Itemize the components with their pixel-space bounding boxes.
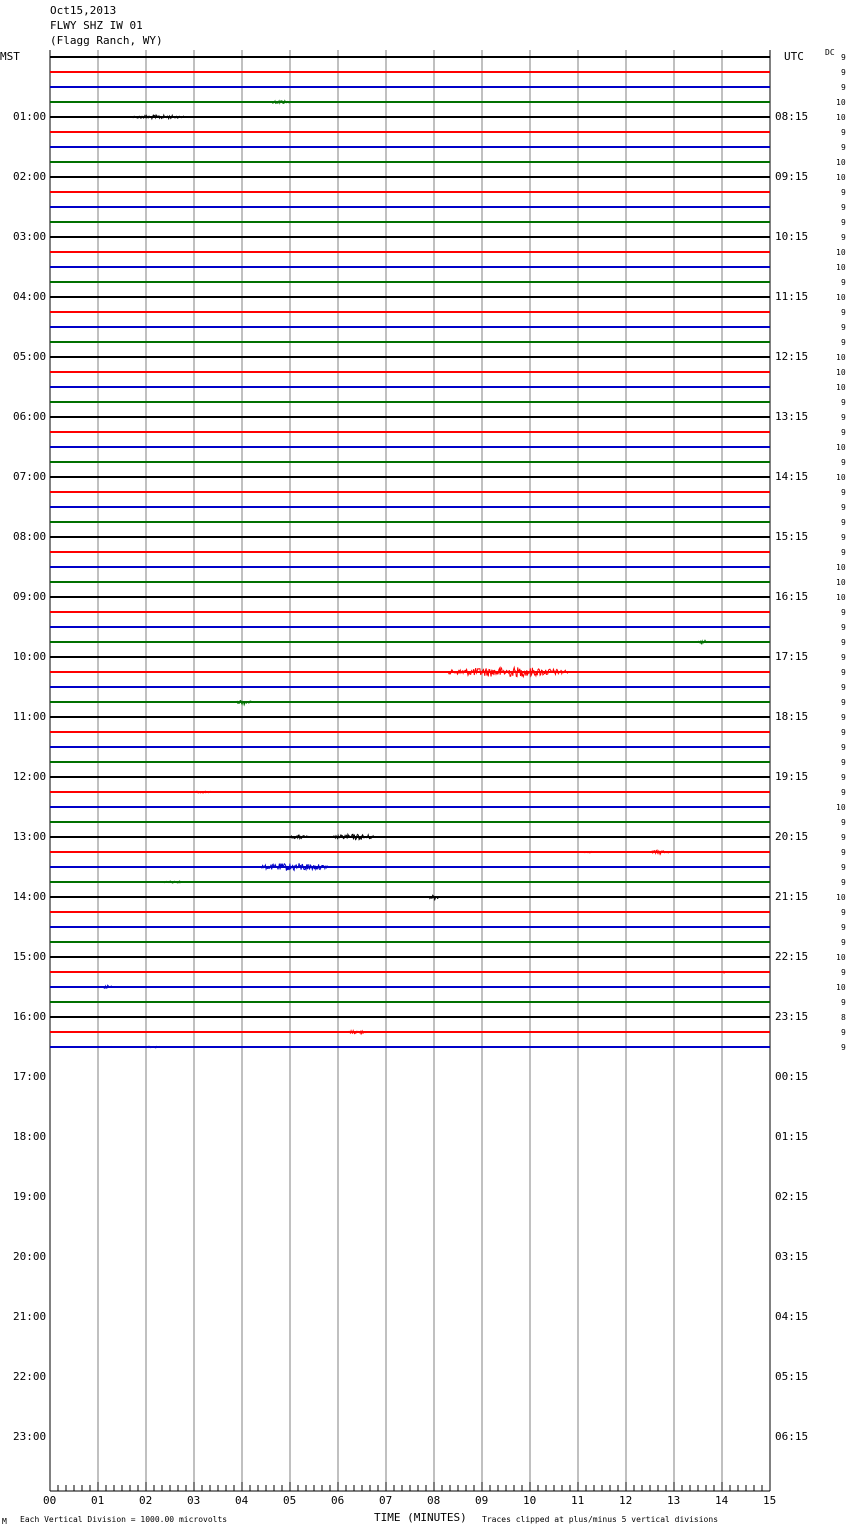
x-tick-label: 13 [667,1494,681,1507]
date-label: Oct15,2013 [50,4,117,17]
dc-offset-label: 9 [841,683,846,692]
y-hour-label-mst: 11:00 [13,710,47,723]
dc-offset-label: 9 [841,203,846,212]
x-tick-label: 10 [523,1494,537,1507]
dc-offset-label: 9 [841,698,846,707]
event-burst-trace-4-0 [132,115,185,119]
y-hour-label-mst: 06:00 [13,410,47,423]
y-hour-label-mst: 21:00 [13,1310,47,1323]
x-tick-label: 02 [139,1494,153,1507]
dc-offset-label: 9 [841,128,846,137]
x-tick-label: 09 [475,1494,489,1507]
dc-offset-label: 10 [836,113,846,122]
dc-offset-label: 9 [841,548,846,557]
dc-header-label: DC [825,48,835,57]
x-axis-title: TIME (MINUTES) [374,1511,467,1524]
dc-offset-label: 9 [841,833,846,842]
clip-note: Traces clipped at plus/minus 5 vertical divisions [482,1515,719,1524]
scale-note: Each Vertical Division = 1000.00 microvolts [20,1515,228,1524]
dc-offset-label: 9 [841,338,846,347]
dc-offset-label: 10 [836,368,846,377]
y-hour-label-mst: 07:00 [13,470,47,483]
location-label: (Flagg Ranch, WY) [50,34,163,47]
left-timezone-label: MST [0,50,20,63]
y-hour-label-utc: 00:15 [775,1070,809,1083]
dc-offset-label: 10 [836,473,846,482]
y-hour-label-mst: 15:00 [13,950,47,963]
dc-offset-label: 9 [841,788,846,797]
dc-offset-label: 10 [836,893,846,902]
y-hour-label-utc: 01:15 [775,1130,809,1143]
y-hour-label-utc: 19:15 [775,770,809,783]
x-tick-label: 14 [715,1494,729,1507]
dc-offset-label: 9 [841,908,846,917]
y-hour-label-mst: 16:00 [13,1010,47,1023]
y-hour-label-utc: 12:15 [775,350,809,363]
y-hour-label-utc: 11:15 [775,290,809,303]
y-hour-label-utc: 05:15 [775,1370,809,1383]
x-tick-label: 00 [43,1494,57,1507]
dc-offset-label: 9 [841,1028,846,1037]
event-burst-trace-53-1 [650,850,669,854]
x-tick-label: 11 [571,1494,585,1507]
event-burst-trace-54-0 [261,863,328,870]
y-hour-label-utc: 17:15 [775,650,809,663]
dc-offset-label: 9 [841,608,846,617]
x-tick-label: 05 [283,1494,297,1507]
dc-offset-label: 9 [841,533,846,542]
dc-offset-label: 9 [841,773,846,782]
dc-offset-label: 9 [841,998,846,1007]
dc-offset-label: 9 [841,83,846,92]
y-hour-label-mst: 04:00 [13,290,47,303]
y-hour-label-utc: 04:15 [775,1310,809,1323]
dc-offset-label: 9 [841,848,846,857]
y-hour-label-utc: 15:15 [775,530,809,543]
y-hour-label-utc: 06:15 [775,1430,809,1443]
x-tick-label: 08 [427,1494,441,1507]
dc-offset-label: 9 [841,503,846,512]
station-label: FLWY SHZ IW 01 [50,19,143,32]
dc-offset-label: 10 [836,248,846,257]
dc-offset-label: 9 [841,488,846,497]
x-tick-label: 04 [235,1494,249,1507]
dc-offset-label: 10 [836,593,846,602]
dc-offset-label: 10 [836,353,846,362]
y-hour-label-mst: 13:00 [13,830,47,843]
dc-offset-label: 9 [841,818,846,827]
y-hour-label-utc: 21:15 [775,890,809,903]
dc-offset-label: 9 [841,863,846,872]
x-tick-label: 01 [91,1494,105,1507]
x-tick-label: 03 [187,1494,201,1507]
dc-offset-label: 9 [841,233,846,242]
dc-offset-label: 9 [841,278,846,287]
dc-offset-label: 9 [841,968,846,977]
y-hour-label-utc: 02:15 [775,1190,809,1203]
x-tick-label: 07 [379,1494,393,1507]
y-hour-label-mst: 01:00 [13,110,47,123]
y-hour-label-utc: 20:15 [775,830,809,843]
dc-offset-label: 10 [836,173,846,182]
y-hour-label-utc: 10:15 [775,230,809,243]
dc-offset-label: 9 [841,938,846,947]
y-hour-label-mst: 12:00 [13,770,47,783]
y-hour-label-mst: 18:00 [13,1130,47,1143]
dc-offset-label: 9 [841,668,846,677]
dc-offset-label: 9 [841,188,846,197]
y-hour-label-mst: 22:00 [13,1370,47,1383]
dc-offset-label: 10 [836,383,846,392]
y-hour-label-mst: 23:00 [13,1430,47,1443]
dc-offset-label: 9 [841,1043,846,1052]
y-hour-label-utc: 08:15 [775,110,809,123]
dc-offset-label: 9 [841,458,846,467]
y-hour-label-utc: 22:15 [775,950,809,963]
dc-offset-label: 9 [841,323,846,332]
dc-offset-label: 10 [836,563,846,572]
y-hour-label-utc: 13:15 [775,410,809,423]
corner-mark: M [2,1517,7,1526]
dc-offset-label: 10 [836,263,846,272]
dc-offset-label: 9 [841,743,846,752]
dc-offset-label: 10 [836,983,846,992]
dc-offset-label: 8 [841,1013,846,1022]
dc-offset-label: 9 [841,143,846,152]
dc-offset-label: 9 [841,713,846,722]
y-hour-label-utc: 14:15 [775,470,809,483]
y-hour-label-mst: 10:00 [13,650,47,663]
dc-offset-label: 9 [841,623,846,632]
x-tick-label: 12 [619,1494,633,1507]
dc-offset-label: 10 [836,953,846,962]
y-hour-label-mst: 03:00 [13,230,47,243]
y-hour-label-mst: 19:00 [13,1190,47,1203]
dc-offset-label: 9 [841,413,846,422]
dc-offset-label: 9 [841,68,846,77]
dc-offset-label: 9 [841,638,846,647]
dc-offset-label: 9 [841,878,846,887]
y-hour-label-mst: 02:00 [13,170,47,183]
y-hour-label-utc: 09:15 [775,170,809,183]
dc-offset-label: 9 [841,923,846,932]
dc-offset-label: 10 [836,803,846,812]
y-hour-label-mst: 09:00 [13,590,47,603]
right-timezone-label: UTC [784,50,804,63]
dc-offset-label: 9 [841,653,846,662]
y-hour-label-mst: 05:00 [13,350,47,363]
y-hour-label-mst: 20:00 [13,1250,47,1263]
y-hour-label-mst: 14:00 [13,890,47,903]
y-hour-label-utc: 03:15 [775,1250,809,1263]
dc-offset-label: 9 [841,518,846,527]
dc-offset-label: 9 [841,308,846,317]
dc-offset-label: 9 [841,758,846,767]
y-hour-label-mst: 17:00 [13,1070,47,1083]
dc-offset-label: 9 [841,53,846,62]
dc-offset-label: 10 [836,293,846,302]
y-hour-label-mst: 08:00 [13,530,47,543]
x-tick-label: 06 [331,1494,345,1507]
dc-offset-label: 9 [841,398,846,407]
dc-offset-label: 9 [841,428,846,437]
dc-offset-label: 10 [836,443,846,452]
dc-offset-label: 10 [836,158,846,167]
x-tick-label: 15 [763,1494,777,1507]
dc-offset-label: 10 [836,578,846,587]
dc-offset-label: 9 [841,218,846,227]
dc-offset-label: 10 [836,98,846,107]
y-hour-label-utc: 18:15 [775,710,809,723]
y-hour-label-utc: 16:15 [775,590,809,603]
dc-offset-label: 9 [841,728,846,737]
y-hour-label-utc: 23:15 [775,1010,809,1023]
